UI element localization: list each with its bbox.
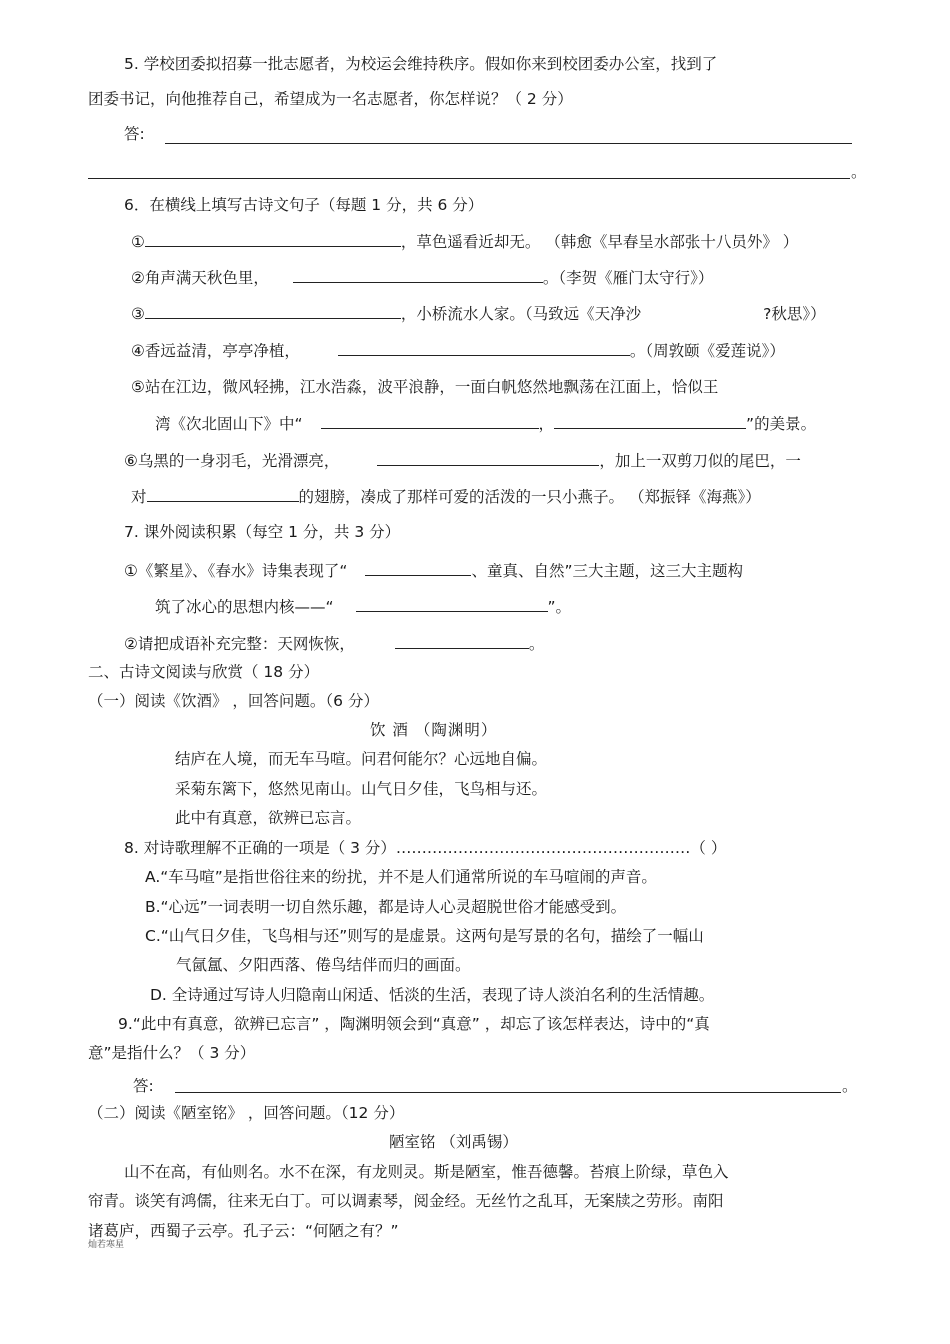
q6-item6-after: ，加上一双剪刀似的尾巴，一: [599, 452, 801, 470]
q6-item1-number: ①: [131, 233, 145, 251]
q6-item5-line2: [155, 413, 816, 434]
q6-item3-number: ③: [131, 305, 145, 323]
q8-option-d[interactable]: D. 全诗通过写诗人归隐南山闲适、恬淡的生活，表现了诗人淡泊名利的生活情趣。: [150, 986, 715, 1004]
poem2-line-2: 帘青。谈笑有鸿儒，往来无白丁。可以调素琴，阅金经。无丝竹之乱耳，无案牍之劳形。南阳: [88, 1192, 724, 1210]
q6-item3-blank[interactable]: [145, 303, 401, 319]
q6-item5-before: 湾《次北固山下》中“: [155, 415, 303, 433]
poem2-line-1: 山不在高，有仙则名。水不在深，有龙则灵。斯是陋室，惟吾德馨。苔痕上阶绿，草色入: [124, 1163, 729, 1181]
q6-item5-line1: ⑤站在江边，微风轻拂，江水浩淼，波平浪静，一面白帆悠然地飘荡在江面上，恰似王: [131, 378, 719, 396]
q6-item5-blank-2[interactable]: [554, 413, 746, 429]
part2-title: （二）阅读《陋室铭》 ，回答问题。（12 分）: [88, 1104, 405, 1122]
q7-item2: [124, 633, 544, 654]
part1-title: （一）阅读《饮酒》 ，回答问题。（6 分）: [88, 692, 379, 710]
q6-item4-blank[interactable]: [338, 340, 630, 356]
q6-item2-after: 。（李贺《雁门太守行》）: [542, 269, 714, 287]
q6-item3: [131, 303, 826, 324]
q8-option-c-line1[interactable]: C.“山气日夕佳，飞鸟相与还”则写的是虚景。这两句是写景的名句，描绘了一幅山: [145, 927, 704, 945]
section2-title: 二、古诗文阅读与欣赏（ 18 分）: [88, 663, 320, 681]
q6-item6-line2-after: 的翅膀，凑成了那样可爱的活泼的一只小燕子。 （郑振铎《海燕》）: [298, 488, 761, 506]
q7-item1-before: ①《繁星》、《春水》诗集表现了“: [124, 562, 348, 580]
q6-item2: [131, 267, 713, 288]
q5-answer-line-2[interactable]: [88, 178, 850, 179]
q9-line1: 9.“此中有真意，欲辨已忘言” ，陶渊明领会到“真意” ，却忘了该怎样表达，诗中的“真: [118, 1015, 710, 1033]
q6-item5-blank-1[interactable]: [321, 413, 539, 429]
poem2-title: 陋室铭 （刘禹锡）: [389, 1133, 518, 1151]
q6-item3-tail: ?秋思》）: [763, 305, 826, 323]
q5-line1: 5. 学校团委拟招募一批志愿者，为校运会维持秩序。假如你来到校团委办公室，找到了: [124, 55, 718, 73]
q7-item2-blank[interactable]: [395, 633, 529, 649]
q7-item2-before: ②请把成语补充完整：天网恢恢，: [124, 635, 355, 653]
q7-item1-after: 、童真、自然”三大主题，这三大主题构: [471, 562, 743, 580]
q6-item5-mid: ，: [538, 415, 555, 433]
q7-item2-after: 。: [528, 635, 545, 653]
q6-item4: [131, 340, 785, 361]
q7-item1-line2: [155, 596, 571, 617]
q7-item1-line1: [124, 560, 743, 581]
q6-title: 6．在横线上填写古诗文句子（每题 1 分，共 6 分）: [124, 196, 484, 214]
q7-item1-line2-after: ”。: [547, 598, 572, 616]
q6-item1: [131, 231, 798, 252]
q6-item2-before: ②角声满天秋色里，: [131, 269, 269, 287]
q6-item4-after: 。（周敦颐《爱莲说》）: [629, 342, 785, 360]
q8-option-a[interactable]: A.“车马喧”是指世俗往来的纷扰，并不是人们通常所说的车马喧闹的声音。: [145, 868, 657, 886]
q6-item6-line2: [131, 486, 761, 507]
q7-item1-line2-before: 筑了冰心的思想内核——“: [155, 598, 334, 616]
q5-answer-line-1[interactable]: [165, 143, 852, 144]
q6-item6-blank-2[interactable]: [147, 486, 299, 502]
poem1-line-2: 采菊东篱下，悠然见南山。山气日夕佳，飞鸟相与还。: [175, 780, 548, 798]
q5-end-mark: 。: [851, 163, 867, 181]
poem1-title: 饮 酒 （陶渊明）: [370, 721, 498, 739]
q6-item1-text: ，草色遥看近却无。 （韩愈《早春呈水部张十八员外》 ）: [400, 233, 799, 251]
q9-answer-line[interactable]: [175, 1092, 841, 1093]
q8-title: 8. 对诗歌理解不正确的一项是（ 3 分）…………………………………………………（ ）: [124, 839, 727, 857]
q9-end-mark: 。: [842, 1077, 858, 1095]
q9-line2: 意”是指什么？（ 3 分）: [88, 1044, 256, 1062]
q7-item1-blank-2[interactable]: [356, 596, 548, 612]
q6-item5-after: ”的美景。: [746, 415, 817, 433]
q6-item6-line1: [124, 450, 801, 471]
footer-text: 灿若寒星: [88, 1240, 125, 1250]
q6-item6-line2-before: 对: [131, 488, 147, 506]
q6-item4-before: ④香远益清，亭亭净植，: [131, 342, 300, 360]
q5-line2: 团委书记，向他推荐自己，希望成为一名志愿者，你怎样说？（ 2 分）: [88, 90, 573, 108]
q7-title: 7. 课外阅读积累（每空 1 分，共 3 分）: [124, 523, 401, 541]
q6-item3-text: ，小桥流水人家。（马致远《天净沙: [400, 305, 642, 323]
poem1-line-3: 此中有真意，欲辨已忘言。: [175, 809, 362, 827]
q9-answer-label: 答:: [133, 1077, 154, 1095]
poem2-line-3: 诸葛庐，西蜀子云亭。孔子云：“何陋之有？”: [88, 1222, 399, 1240]
q8-option-c-line2: 气氤氲、夕阳西落、倦鸟结伴而归的画面。: [176, 956, 471, 974]
q5-answer-label: 答:: [124, 125, 145, 143]
q6-item2-blank[interactable]: [293, 267, 543, 283]
q8-option-b[interactable]: B.“心远”一词表明一切自然乐趣，都是诗人心灵超脱世俗才能感受到。: [145, 898, 627, 916]
poem1-line-1: 结庐在人境，而无车马喧。问君何能尔？心远地自偏。: [175, 750, 548, 768]
q6-item6-blank-1[interactable]: [377, 450, 599, 466]
q7-item1-blank-1[interactable]: [365, 560, 471, 576]
q6-item1-blank[interactable]: [145, 231, 401, 247]
q6-item6-before: ⑥乌黑的一身羽毛，光滑漂亮，: [124, 452, 340, 470]
